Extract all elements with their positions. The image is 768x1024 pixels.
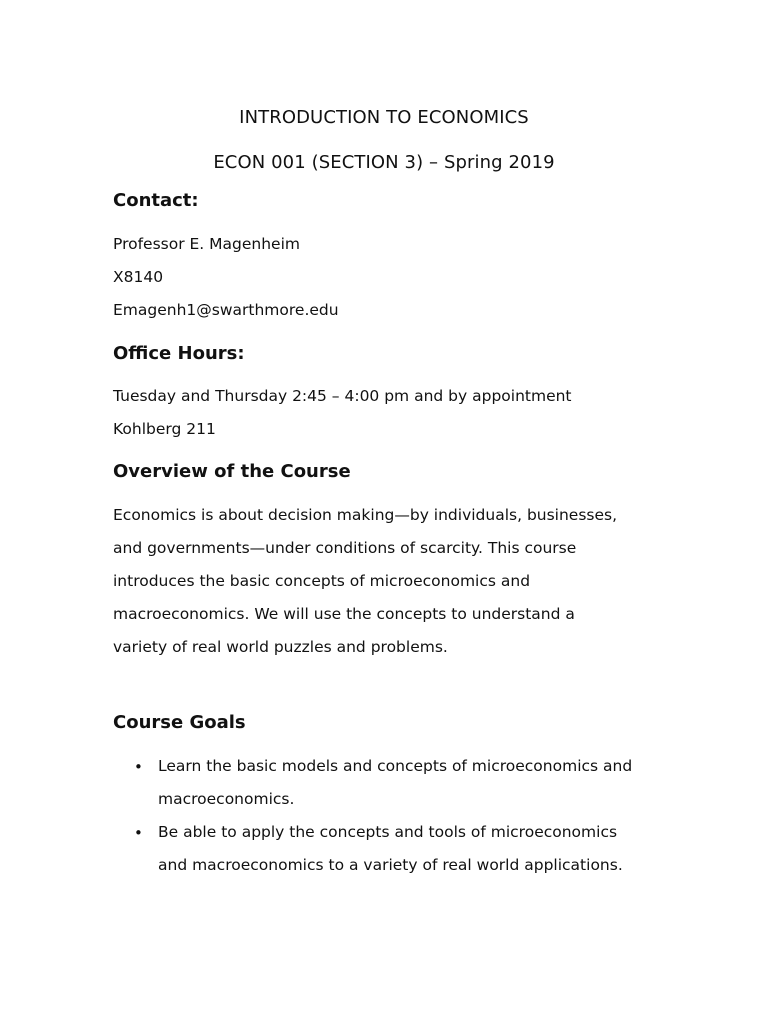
goal-item-line: Be able to apply the concepts and tools of microeconomics	[158, 823, 618, 841]
document-subtitle: ECON 001 (SECTION 3) – Spring 2019	[213, 152, 555, 173]
contact-extension: X8140	[113, 268, 164, 286]
overview-heading: Overview of the Course	[113, 461, 351, 482]
office-hours-time: Tuesday and Thursday 2:45 – 4:00 pm and by appointment	[113, 387, 572, 405]
course-goals-heading: Course Goals	[113, 712, 246, 733]
overview-line: macroeconomics. We will use the concepts to understand a	[113, 605, 575, 623]
contact-email: Emagenh1@swarthmore.edu	[113, 301, 339, 319]
bullet-icon: •	[134, 824, 143, 842]
overview-line: variety of real world puzzles and problems.	[113, 638, 448, 656]
overview-line: introduces the basic concepts of microeconomics and	[113, 572, 531, 590]
overview-line: and governments—under conditions of scarcity. This course	[113, 539, 577, 557]
contact-professor: Professor E. Magenheim	[113, 235, 300, 253]
bullet-icon: •	[134, 758, 143, 776]
overview-line: Economics is about decision making—by individuals, businesses,	[113, 506, 618, 524]
goal-item-line: and macroeconomics to a variety of real world applications.	[158, 856, 623, 874]
goal-item-line: Learn the basic models and concepts of microeconomics and	[158, 757, 633, 775]
office-hours-heading: Office Hours:	[113, 343, 245, 364]
goal-item-line: macroeconomics.	[158, 790, 295, 808]
contact-heading: Contact:	[113, 190, 199, 211]
office-hours-location: Kohlberg 211	[113, 420, 216, 438]
document-title: INTRODUCTION TO ECONOMICS	[239, 107, 529, 128]
